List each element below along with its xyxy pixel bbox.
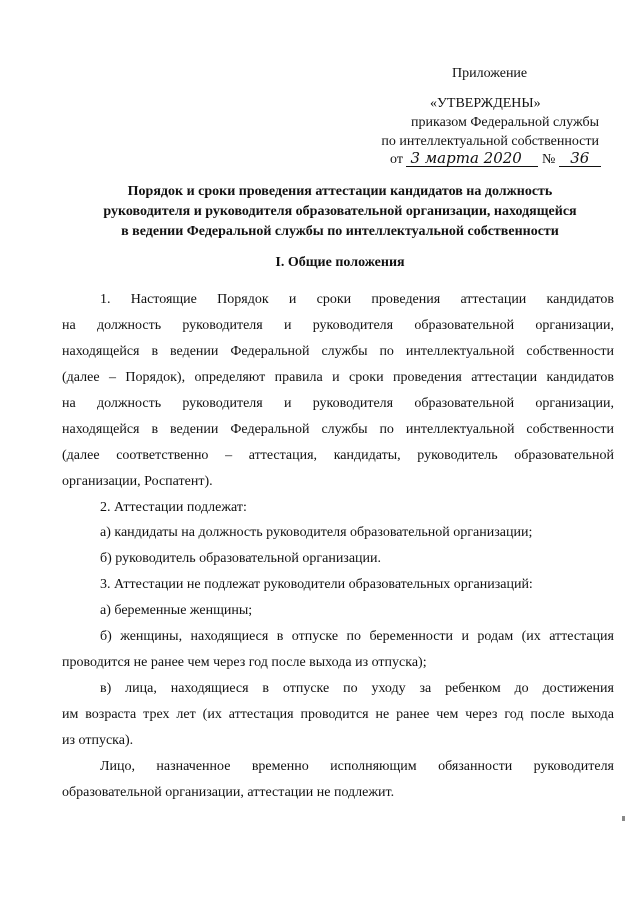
paragraph-line: 3. Аттестации не подлежат руководители образовательных организаций: (100, 577, 533, 592)
date-prefix: от (390, 152, 403, 167)
paragraph-line: (далее соответственно – аттестация, кандидаты, руководитель образовательной (62, 448, 614, 463)
handwritten-date: 3 марта 2020 (406, 151, 538, 167)
paragraph-line: Лицо, назначенное временно исполняющим обязанности руководителя (100, 759, 614, 774)
order-line-1: приказом Федеральной службы (411, 115, 599, 130)
paragraph-line: образовательной организации, аттестации не подлежит. (62, 785, 395, 800)
paragraph-3a (62, 598, 614, 624)
document-title (60, 182, 620, 242)
paragraph-1 (62, 287, 614, 495)
paragraph-2b (62, 546, 614, 572)
title-line-3: в ведении Федеральной службы по интеллектуальной собственности (121, 224, 559, 239)
paragraph-3b (62, 624, 614, 676)
paragraph-line: из отпуска). (62, 733, 134, 748)
paragraph-line: на должность руководителя и руководителя образовательной организации, (62, 396, 614, 411)
paragraph-line: им возраста трех лет (их аттестация проводится не ранее чем через год после выхода (62, 707, 614, 722)
paragraph-2 (62, 495, 614, 521)
paragraph-line: на должность руководителя и руководителя образовательной организации, (62, 318, 614, 333)
approved-label: «УТВЕРЖДЕНЫ» (430, 96, 541, 111)
scan-artifact (622, 816, 625, 821)
paragraph-line: 2. Аттестации подлежат: (100, 500, 247, 515)
section-heading: I. Общие положения (275, 255, 405, 270)
title-line-1: Порядок и сроки проведения аттестации кандидатов на должность (127, 184, 553, 199)
paragraph-line: а) беременные женщины; (100, 603, 253, 618)
number-prefix: № (541, 152, 556, 167)
paragraph-3c (62, 676, 614, 754)
title-line-2: руководителя и руководителя образовательной организации, находящейся (103, 204, 577, 219)
paragraph-line: б) женщины, находящиеся в отпуске по беременности и родам (их аттестация (100, 629, 614, 644)
order-date-line (390, 151, 601, 169)
paragraph-line: проводится не ранее чем через год после выхода из отпуска); (62, 655, 427, 670)
paragraph-3 (62, 572, 614, 598)
paragraph-4 (62, 754, 614, 806)
handwritten-number: 36 (559, 151, 601, 167)
paragraph-line: находящейся в ведении Федеральной службы по интеллектуальной собственности (62, 344, 614, 359)
paragraph-line: а) кандидаты на должность руководителя образовательной организации; (100, 525, 533, 540)
paragraph-line: находящейся в ведении Федеральной службы по интеллектуальной собственности (62, 422, 614, 437)
paragraph-line: в) лица, находящиеся в отпуске по уходу за ребенком до достижения (100, 681, 614, 696)
paragraph-line: (далее – Порядок), определяют правила и сроки проведения аттестации кандидатов (62, 370, 614, 385)
order-line-2: по интеллектуальной собственности (381, 134, 599, 149)
paragraph-2a (62, 520, 614, 546)
appendix-label: Приложение (452, 66, 528, 81)
paragraph-line: б) руководитель образовательной организации. (100, 551, 382, 566)
paragraph-line: 1. Настоящие Порядок и сроки проведения аттестации кандидатов (100, 292, 614, 307)
paragraph-line: организации, Роспатент). (62, 474, 213, 489)
